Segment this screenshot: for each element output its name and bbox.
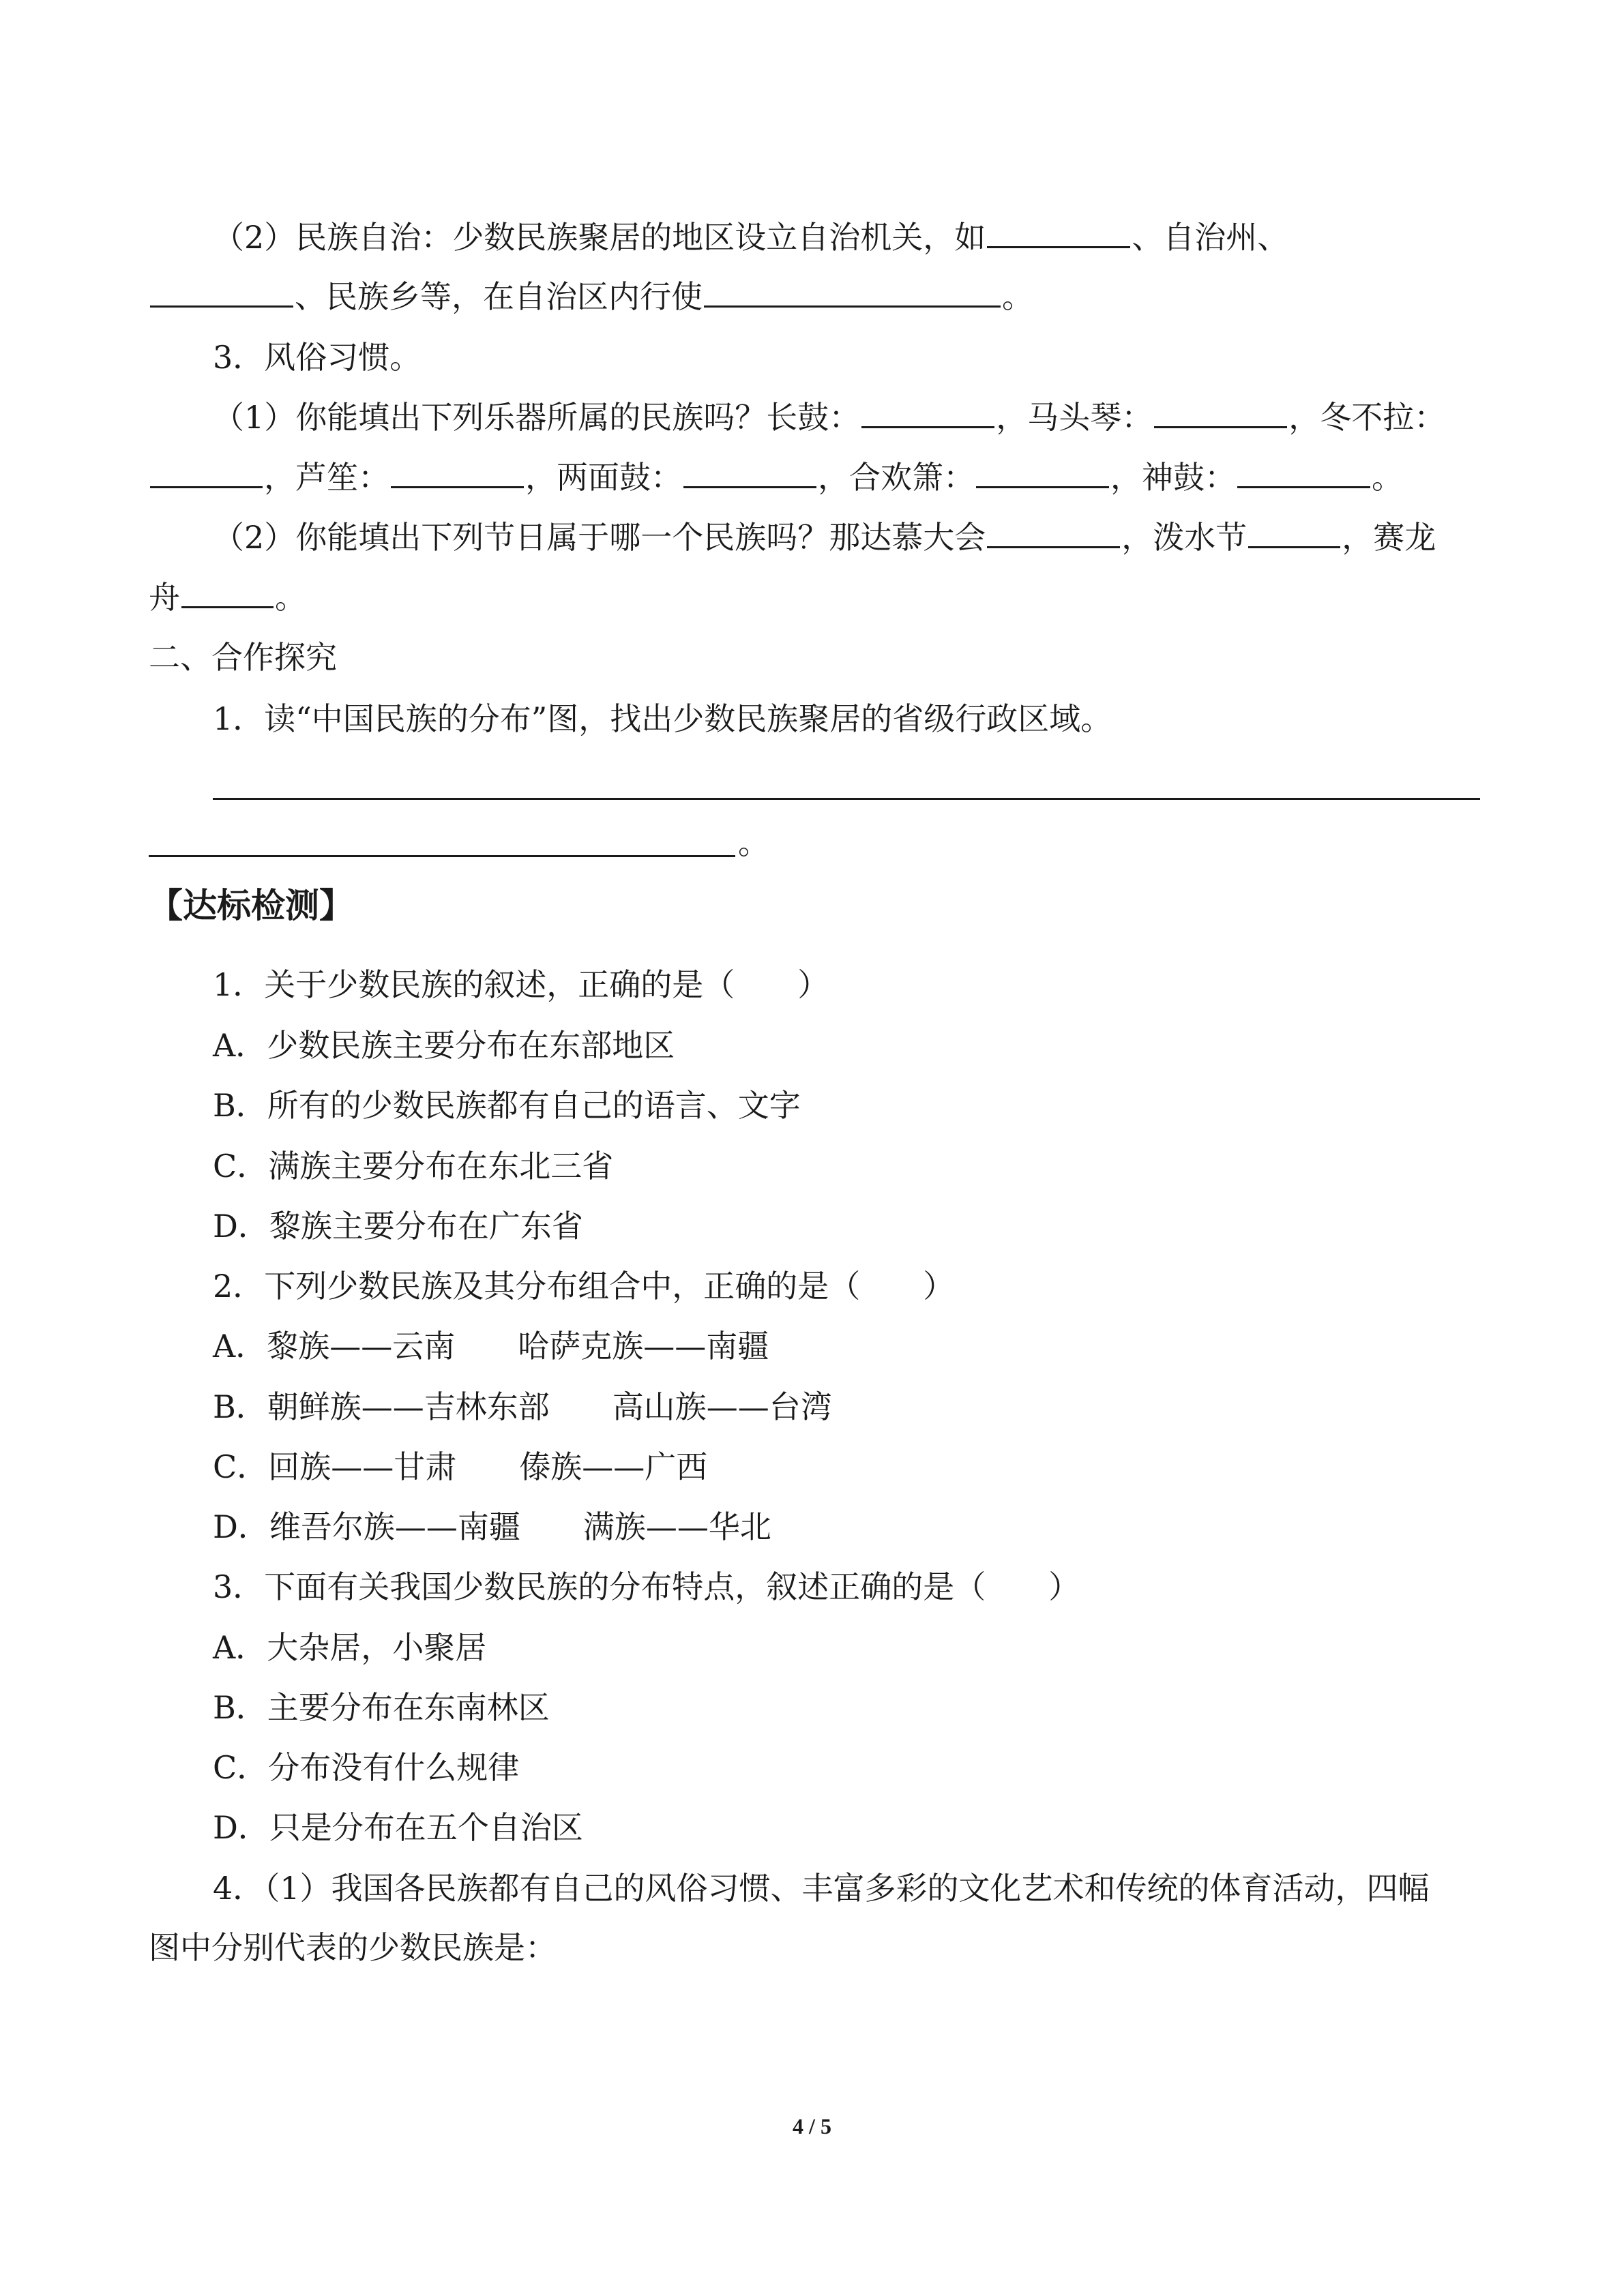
question-1: 1．关于少数民族的叙述，正确的是（ ） [213,966,829,1003]
label-zhou: 舟 [149,579,180,616]
label-sailong: ，赛龙 [1342,519,1436,556]
festivals-line-2 [149,577,1481,618]
question-2-option-a[interactable]: A．黎族——云南 哈萨克族——南疆 [213,1328,769,1365]
label-lusheng: ，芦笙： [264,459,389,496]
question-3-option-a[interactable]: A．大杂居，小聚居 [213,1629,487,1666]
answer-line-2[interactable] [149,855,735,857]
question-3-option-d[interactable]: D．只是分布在五个自治区 [213,1809,583,1846]
label-shengu: ，神鼓： [1110,459,1236,496]
question-2-option-b[interactable]: B．朝鲜族——吉林东部 高山族——台湾 [213,1388,832,1425]
question-1-option-d[interactable]: D．黎族主要分布在广东省 [213,1208,583,1244]
blank-autonomous-region[interactable] [987,218,1130,248]
label-hehuanxiao: ，合欢箫： [818,459,975,496]
question-1-option-a[interactable]: A．少数民族主要分布在东部地区 [213,1027,675,1064]
festivals-line-1 [213,517,1481,558]
blank-autonomous-county[interactable] [150,277,293,308]
page-number: 4 / 5 [793,2114,831,2138]
answer-end: 。 [738,824,769,861]
blank-liangmiangu[interactable] [683,458,816,488]
answer-line-1[interactable] [213,798,1480,800]
autonomy-end: 。 [1002,278,1033,315]
label-matouqin: ，马头琴： [996,399,1153,436]
label-liangmiangu: ，两面鼓： [525,459,682,496]
question-1-option-b[interactable]: B．所有的少数民族都有自己的语言、文字 [213,1087,801,1124]
autonomy-prompt: （2）民族自治：少数民族聚居的地区设立自治机关，如 [213,219,986,256]
blank-lusheng[interactable] [391,458,524,488]
autonomy-after-blank: 、自治州、 [1132,219,1289,256]
autonomy-mid: 、民族乡等，在自治区内行使 [295,278,703,315]
part-two-question: 1．读“中国民族的分布”图，找出少数民族聚居的省级行政区域。 [213,700,1112,737]
part-two-title: 二、合作探究 [149,639,337,676]
blank-hehuanxiao[interactable] [976,458,1109,488]
festivals-end: 。 [275,579,306,616]
instruments-line-2 [149,457,1481,498]
question-3-option-b[interactable]: B．主要分布在东南林区 [213,1689,550,1726]
label-poshuijie: ，泼水节 [1121,519,1247,556]
blank-autonomy-right[interactable] [704,277,1001,308]
blank-matouqin[interactable] [1154,398,1287,428]
instruments-line-1 [213,397,1481,438]
label-dongbula: ，冬不拉： [1288,399,1446,436]
blank-changgu[interactable] [861,398,994,428]
blank-shengu[interactable] [1237,458,1370,488]
question-2: 2．下列少数民族及其分布组合中，正确的是（ ） [213,1268,955,1304]
section-heading: 【达标检测】 [149,885,353,925]
question-2-option-d[interactable]: D．维吾尔族——南疆 满族——华北 [213,1508,771,1545]
question-3: 3．下面有关我国少数民族的分布特点，叙述正确的是（ ） [213,1568,1080,1605]
question-1-option-c[interactable]: C．满族主要分布在东北三省 [213,1148,614,1184]
question-3-option-c[interactable]: C．分布没有什么规律 [213,1749,520,1786]
instruments-prompt: （1）你能填出下列乐器所属的民族吗？长鼓： [213,399,861,436]
blank-dongbula[interactable] [150,458,263,488]
autonomy-line-2 [149,276,1481,317]
blank-poshuijie[interactable] [1248,518,1340,548]
blank-sailongzhou[interactable] [181,578,274,608]
customs-title: 3．风俗习惯。 [213,339,422,376]
instruments-end: 。 [1372,459,1403,496]
question-4-line-2: 图中分别代表的少数民族是： [149,1929,557,1966]
question-2-option-c[interactable]: C．回族——甘肃 傣族——广西 [213,1448,708,1485]
festivals-prompt: （2）你能填出下列节日属于哪一个民族吗？那达慕大会 [213,519,986,556]
question-4-line-1: 4．（1）我国各民族都有自己的风俗习惯、丰富多彩的文化艺术和传统的体育活动，四幅 [213,1870,1430,1907]
autonomy-line-1 [213,217,1481,258]
blank-nadamu[interactable] [987,518,1120,548]
